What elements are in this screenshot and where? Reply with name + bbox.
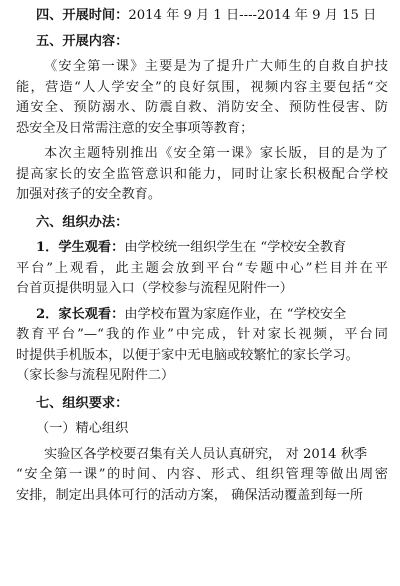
section4-heading: 四、开展时间： bbox=[36, 8, 129, 23]
section7-heading: 七、组织要求： bbox=[36, 395, 129, 411]
section6-item2-label: 2．家长观看： bbox=[36, 306, 125, 322]
section5-p2-line2: 提高家长的安全监管意识和能力，同时让家长积极配合学校 bbox=[16, 166, 388, 182]
section6-item1-label: 1．学生观看： bbox=[36, 240, 125, 255]
section5-p2-line3: 加强对孩子的安全教育。 bbox=[16, 187, 162, 202]
section6-item1-line3: 台首页提供明显入口（学校参与流程见附件一） bbox=[16, 281, 293, 296]
section6-item2-line3: 时提供手机版本，以便于家中无电脑或较繁忙的家长学习。 bbox=[16, 347, 359, 363]
section6-item1-line1 bbox=[16, 238, 388, 259]
section5-p1-line1: 《安全第一课》主要是为了提升广大师生的自救自护技 bbox=[44, 59, 388, 74]
section6-item1-line2: 平台”上观看，此主题会放到平台“专题中心”栏目并在平 bbox=[16, 260, 388, 276]
section5-p1-line2: 能，营造“人人学安全”的良好氛围，视频内容主要包括“交 bbox=[16, 79, 388, 95]
section6-heading: 六、组织办法： bbox=[36, 214, 129, 230]
section5-heading: 五、开展内容： bbox=[36, 33, 129, 49]
section6-item2-text: 由学校布置为家庭作业，在 “学校安全 bbox=[124, 306, 347, 322]
section6-item2-line4: （家长参与流程见附件二） bbox=[16, 368, 175, 383]
section6-item2-line2: 教育平台”—“我的作业”中完成，针对家长视频，平台同 bbox=[16, 327, 388, 342]
section7-subheading: （一）精心组织 bbox=[36, 421, 129, 436]
section4-line bbox=[16, 6, 388, 27]
section4-text: 2014 年 9 月 1 日----2014 年 9 月 15 日 bbox=[128, 8, 377, 23]
section7-p1-line3: 安排，制定出具体可行的活动方案， 确保活动覆盖到每一所 bbox=[16, 487, 364, 503]
section6-item2-line1 bbox=[16, 305, 388, 326]
section6-item1-text: 由学校统一组织学生在 “学校安全教育 bbox=[124, 240, 347, 255]
section5-p1-line4: 恐安全及日常需注意的安全事项等教育； bbox=[16, 120, 254, 136]
section7-p1-line1: 实验区各学校要召集有关人员认真研究， 对 2014 秋季 bbox=[44, 446, 368, 462]
section5-p2-line1: 本次主题特别推出《安全第一课》家长版，目的是为了 bbox=[44, 146, 388, 161]
section5-p1-line3: 通安全、预防溺水、防震自救、消防安全、预防性侵害、防 bbox=[16, 100, 388, 115]
section7-p1-line2: “安全第一课”的时间、内容、形式、组织管理等做出周密 bbox=[16, 467, 388, 482]
